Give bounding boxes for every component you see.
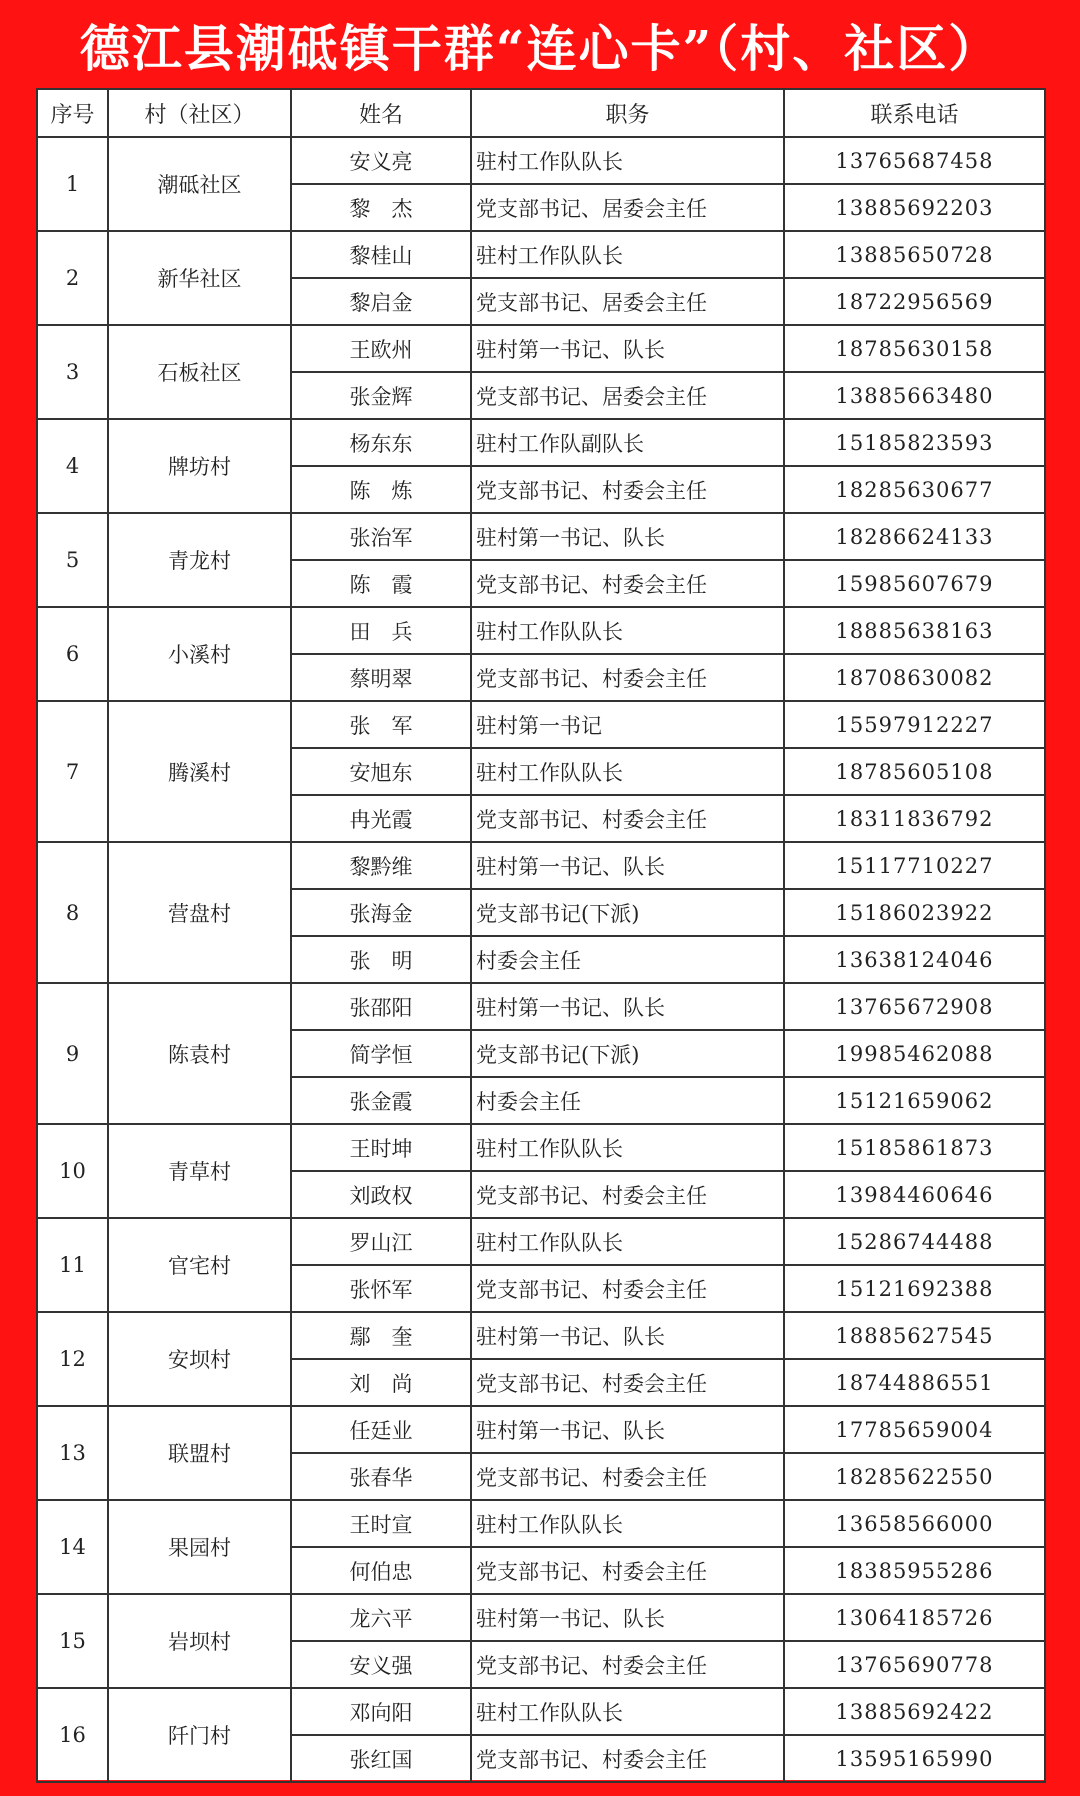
person-duty: 驻村工作队副队长 <box>471 419 784 466</box>
table-row <box>37 1688 1045 1735</box>
person-duty: 党支部书记、村委会主任 <box>471 466 784 513</box>
person-name: 任廷业 <box>291 1406 471 1453</box>
person-name: 张春华 <box>291 1453 471 1500</box>
person-phone: 15186023922 <box>784 889 1045 936</box>
person-phone: 13765672908 <box>784 983 1045 1030</box>
village-name: 新华社区 <box>108 231 291 325</box>
person-name: 杨东东 <box>291 419 471 466</box>
table-row <box>37 1406 1045 1453</box>
person-phone: 19985462088 <box>784 1030 1045 1077</box>
person-name: 龙六平 <box>291 1594 471 1641</box>
person-name: 刘政权 <box>291 1171 471 1218</box>
village-name: 岩坝村 <box>108 1594 291 1688</box>
person-phone: 15597912227 <box>784 701 1045 748</box>
person-name: 鄢 奎 <box>291 1312 471 1359</box>
person-phone: 13885692203 <box>784 184 1045 231</box>
row-number: 8 <box>37 842 108 983</box>
person-name: 张治军 <box>291 513 471 560</box>
person-phone: 13885663480 <box>784 372 1045 419</box>
person-phone: 18885638163 <box>784 607 1045 654</box>
table-row <box>37 513 1045 560</box>
person-name: 黎桂山 <box>291 231 471 278</box>
person-duty: 党支部书记(下派) <box>471 889 784 936</box>
village-name: 果园村 <box>108 1500 291 1594</box>
row-number: 10 <box>37 1124 108 1218</box>
row-number: 3 <box>37 325 108 419</box>
person-name: 张 军 <box>291 701 471 748</box>
person-name: 邓向阳 <box>291 1688 471 1735</box>
person-name: 王欧州 <box>291 325 471 372</box>
person-phone: 18744886551 <box>784 1359 1045 1406</box>
person-duty: 驻村工作队队长 <box>471 1124 784 1171</box>
person-duty: 党支部书记、村委会主任 <box>471 1359 784 1406</box>
row-number: 9 <box>37 983 108 1124</box>
person-duty: 党支部书记、村委会主任 <box>471 795 784 842</box>
person-phone: 18885627545 <box>784 1312 1045 1359</box>
person-duty: 驻村工作队队长 <box>471 1688 784 1735</box>
person-phone: 18708630082 <box>784 654 1045 701</box>
person-duty: 党支部书记、村委会主任 <box>471 1171 784 1218</box>
person-phone: 13595165990 <box>784 1735 1045 1782</box>
person-duty: 驻村第一书记、队长 <box>471 325 784 372</box>
row-number: 5 <box>37 513 108 607</box>
person-duty: 党支部书记、居委会主任 <box>471 184 784 231</box>
person-phone: 15121659062 <box>784 1077 1045 1124</box>
row-number: 12 <box>37 1312 108 1406</box>
person-duty: 驻村第一书记、队长 <box>471 1406 784 1453</box>
person-phone: 18722956569 <box>784 278 1045 325</box>
person-phone: 13765687458 <box>784 137 1045 184</box>
table-row <box>37 842 1045 889</box>
person-duty: 党支部书记、居委会主任 <box>471 278 784 325</box>
row-number: 4 <box>37 419 108 513</box>
person-duty: 驻村第一书记、队长 <box>471 1594 784 1641</box>
row-number: 15 <box>37 1594 108 1688</box>
table-row <box>37 325 1045 372</box>
header-duty: 职务 <box>471 89 784 137</box>
person-phone: 15985607679 <box>784 560 1045 607</box>
person-duty: 村委会主任 <box>471 936 784 983</box>
contact-table <box>36 88 1046 1783</box>
table-row <box>37 1312 1045 1359</box>
person-name: 张 明 <box>291 936 471 983</box>
person-name: 张海金 <box>291 889 471 936</box>
table-row <box>37 1594 1045 1641</box>
person-phone: 15117710227 <box>784 842 1045 889</box>
header-village: 村（社区） <box>108 89 291 137</box>
person-phone: 13984460646 <box>784 1171 1045 1218</box>
contact-sheet <box>36 88 1044 1780</box>
person-duty: 党支部书记、居委会主任 <box>471 372 784 419</box>
header-row <box>37 89 1045 137</box>
person-phone: 18785605108 <box>784 748 1045 795</box>
table-row <box>37 137 1045 184</box>
person-name: 简学恒 <box>291 1030 471 1077</box>
table-row <box>37 1500 1045 1547</box>
person-name: 陈 炼 <box>291 466 471 513</box>
page-title: 德江县潮砥镇干群“连心卡”（村、社区） <box>79 19 1001 78</box>
person-name: 罗山江 <box>291 1218 471 1265</box>
person-name: 张金霞 <box>291 1077 471 1124</box>
village-name: 陈袁村 <box>108 983 291 1124</box>
person-duty: 驻村第一书记、队长 <box>471 513 784 560</box>
row-number: 6 <box>37 607 108 701</box>
table-row <box>37 701 1045 748</box>
table-row <box>37 607 1045 654</box>
person-phone: 18286624133 <box>784 513 1045 560</box>
village-name: 腾溪村 <box>108 701 291 842</box>
person-phone: 13885692422 <box>784 1688 1045 1735</box>
person-duty: 党支部书记、村委会主任 <box>471 1641 784 1688</box>
village-name: 营盘村 <box>108 842 291 983</box>
person-phone: 18285622550 <box>784 1453 1045 1500</box>
person-name: 黎黔维 <box>291 842 471 889</box>
person-phone: 18785630158 <box>784 325 1045 372</box>
person-phone: 13638124046 <box>784 936 1045 983</box>
person-duty: 驻村工作队队长 <box>471 231 784 278</box>
person-duty: 村委会主任 <box>471 1077 784 1124</box>
village-name: 阡门村 <box>108 1688 291 1782</box>
person-duty: 党支部书记、村委会主任 <box>471 1453 784 1500</box>
person-name: 刘 尚 <box>291 1359 471 1406</box>
person-duty: 驻村工作队队长 <box>471 748 784 795</box>
person-name: 田 兵 <box>291 607 471 654</box>
person-duty: 驻村工作队队长 <box>471 137 784 184</box>
person-duty: 驻村工作队队长 <box>471 1218 784 1265</box>
person-name: 黎 杰 <box>291 184 471 231</box>
row-number: 14 <box>37 1500 108 1594</box>
village-name: 潮砥社区 <box>108 137 291 231</box>
person-phone: 15185861873 <box>784 1124 1045 1171</box>
row-number: 11 <box>37 1218 108 1312</box>
person-phone: 13064185726 <box>784 1594 1045 1641</box>
village-name: 安坝村 <box>108 1312 291 1406</box>
header-phone: 联系电话 <box>784 89 1045 137</box>
table-row <box>37 983 1045 1030</box>
person-duty: 党支部书记、村委会主任 <box>471 654 784 701</box>
village-name: 官宅村 <box>108 1218 291 1312</box>
person-duty: 驻村第一书记 <box>471 701 784 748</box>
person-name: 安义强 <box>291 1641 471 1688</box>
person-name: 安义亮 <box>291 137 471 184</box>
person-duty: 党支部书记、村委会主任 <box>471 1735 784 1782</box>
person-phone: 18285630677 <box>784 466 1045 513</box>
person-name: 安旭东 <box>291 748 471 795</box>
person-phone: 15286744488 <box>784 1218 1045 1265</box>
village-name: 石板社区 <box>108 325 291 419</box>
village-name: 青龙村 <box>108 513 291 607</box>
row-number: 7 <box>37 701 108 842</box>
person-phone: 15185823593 <box>784 419 1045 466</box>
person-duty: 党支部书记(下派) <box>471 1030 784 1077</box>
person-name: 张红国 <box>291 1735 471 1782</box>
person-duty: 党支部书记、村委会主任 <box>471 560 784 607</box>
person-name: 王时坤 <box>291 1124 471 1171</box>
person-phone: 13765690778 <box>784 1641 1045 1688</box>
person-duty: 驻村工作队队长 <box>471 607 784 654</box>
person-duty: 驻村第一书记、队长 <box>471 842 784 889</box>
person-phone: 18311836792 <box>784 795 1045 842</box>
person-phone: 13885650728 <box>784 231 1045 278</box>
table-row <box>37 1218 1045 1265</box>
table-row <box>37 1124 1045 1171</box>
person-duty: 驻村工作队队长 <box>471 1500 784 1547</box>
header-name: 姓名 <box>291 89 471 137</box>
person-duty: 驻村第一书记、队长 <box>471 1312 784 1359</box>
person-name: 张邵阳 <box>291 983 471 1030</box>
row-number: 1 <box>37 137 108 231</box>
row-number: 13 <box>37 1406 108 1500</box>
person-name: 陈 霞 <box>291 560 471 607</box>
person-phone: 18385955286 <box>784 1547 1045 1594</box>
row-number: 16 <box>37 1688 108 1782</box>
person-name: 蔡明翠 <box>291 654 471 701</box>
person-name: 冉光霞 <box>291 795 471 842</box>
table-row <box>37 231 1045 278</box>
person-name: 何伯忠 <box>291 1547 471 1594</box>
person-phone: 13658566000 <box>784 1500 1045 1547</box>
person-duty: 党支部书记、村委会主任 <box>471 1547 784 1594</box>
person-name: 张金辉 <box>291 372 471 419</box>
village-name: 牌坊村 <box>108 419 291 513</box>
person-name: 张怀军 <box>291 1265 471 1312</box>
person-duty: 驻村第一书记、队长 <box>471 983 784 1030</box>
village-name: 联盟村 <box>108 1406 291 1500</box>
person-duty: 党支部书记、村委会主任 <box>471 1265 784 1312</box>
village-name: 青草村 <box>108 1124 291 1218</box>
person-phone: 17785659004 <box>784 1406 1045 1453</box>
header-no: 序号 <box>37 89 108 137</box>
person-name: 黎启金 <box>291 278 471 325</box>
village-name: 小溪村 <box>108 607 291 701</box>
table-row <box>37 419 1045 466</box>
person-phone: 15121692388 <box>784 1265 1045 1312</box>
row-number: 2 <box>37 231 108 325</box>
person-name: 王时宣 <box>291 1500 471 1547</box>
